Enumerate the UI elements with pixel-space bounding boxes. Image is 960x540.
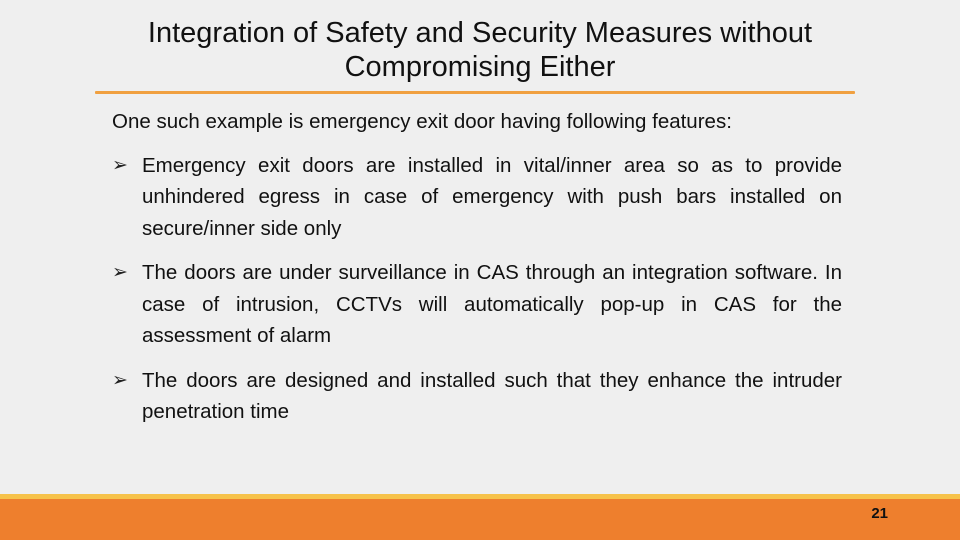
slide-title bbox=[60, 16, 900, 84]
arrow-bullet-icon: ➢ bbox=[112, 261, 128, 283]
page-number: 21 bbox=[871, 505, 888, 522]
slide-content bbox=[112, 106, 842, 441]
bullet-list bbox=[112, 150, 842, 428]
bullet-item-3 bbox=[112, 365, 842, 428]
bullet-text-1: Emergency exit doors are installed in vital/inner area so as to provide unhindered egress in case of emergency with push bars installed on secure/inner side only bbox=[142, 153, 842, 240]
intro-text: One such example is emergency exit door having following features: bbox=[112, 110, 732, 133]
bullet-item-1 bbox=[112, 150, 842, 245]
arrow-bullet-icon: ➢ bbox=[112, 153, 128, 176]
bullet-text-3: The doors are designed and installed such that they enhance the intruder penetration time bbox=[142, 368, 842, 423]
arrow-bullet-icon: ➢ bbox=[112, 368, 128, 391]
bullet-item-2 bbox=[112, 257, 842, 352]
slide-title-line-2: Compromising Either bbox=[344, 51, 616, 83]
bullet-text-2: The doors are under surveillance in CAS through an integration software. In case of intrusion, CCTVs will automatically pop-up in CAS for the assessment of alarm bbox=[142, 261, 842, 347]
footer-bar bbox=[0, 499, 960, 540]
title-underline bbox=[95, 91, 855, 94]
slide-title-line-1: Integration of Safety and Security Measures without bbox=[147, 17, 813, 49]
